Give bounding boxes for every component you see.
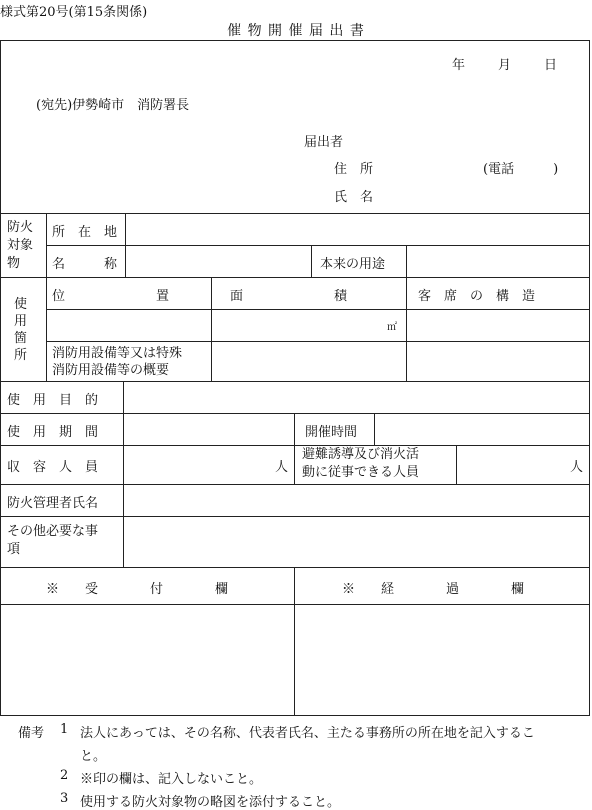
applicant-name-label: 氏 名 [334, 190, 374, 205]
location-label: 所 在 地 [52, 225, 118, 240]
evacuation-staff-label: 避難誘導及び消火活 動に従事できる人員 [302, 447, 420, 480]
progress-header: ※ 経 過 欄 [342, 582, 525, 597]
note-text: 使用する防火対象物の略図を添付すること。 [80, 795, 341, 810]
purpose-of-use-label: 使 用 目 的 [7, 393, 99, 408]
purpose-field[interactable] [407, 246, 589, 277]
evacuation-staff-unit: 人 [570, 460, 584, 475]
period-label: 使 用 期 間 [7, 425, 99, 440]
area-unit: ㎡ [387, 322, 397, 333]
note-text-continued: と。 [80, 749, 107, 764]
capacity-label: 収 容 人 員 [7, 460, 99, 475]
period-field[interactable] [124, 414, 294, 445]
applicant-address-label: 住 所 [334, 162, 374, 177]
rule [0, 567, 590, 568]
other-field[interactable] [124, 517, 589, 567]
applicant-label: 届出者 [304, 135, 344, 150]
day-label: 日 [544, 58, 558, 73]
hours-field[interactable] [375, 414, 589, 445]
equipment-field[interactable] [212, 342, 406, 381]
note-text: ※印の欄は、記入しないこと。 [80, 772, 263, 787]
position-field[interactable] [47, 310, 211, 341]
location-field[interactable] [126, 214, 589, 245]
name-label: 名 称 [52, 257, 118, 272]
rule [46, 213, 47, 381]
manager-label: 防火管理者氏名 [7, 496, 99, 511]
target-group-label: 防火 対象 物 [7, 220, 34, 271]
capacity-unit: 人 [275, 460, 289, 475]
note-number: 2 [60, 768, 69, 783]
applicant-phone-label: (電話 ) [483, 162, 559, 177]
form-number: 様式第20号(第15条関係) [0, 5, 148, 20]
year-label: 年 [452, 58, 466, 73]
usage-group-label: 使 用 箇 所 [14, 297, 28, 363]
hours-label: 開催時間 [305, 425, 358, 440]
seating-field[interactable] [407, 310, 589, 341]
reception-box [1, 605, 294, 715]
name-field[interactable] [126, 246, 311, 277]
position-header: 位 置 [52, 289, 170, 304]
purpose-of-use-field[interactable] [124, 382, 589, 413]
equipment-label: 消防用設備等又は特殊 消防用設備等の概要 [52, 346, 183, 378]
addressee: (宛先)伊勢崎市 消防署長 [36, 98, 190, 113]
progress-box [295, 605, 589, 715]
rule [0, 277, 590, 278]
area-header: 面 積 [230, 289, 348, 304]
document-title: 催 物 開 催 届 出 書 [227, 23, 365, 39]
notes-label: 備考 [18, 726, 45, 741]
purpose-label: 本来の用途 [320, 257, 386, 272]
note-number: 3 [60, 791, 69, 806]
area-field[interactable] [212, 310, 406, 341]
note-text: 法人にあっては、その名称、代表者氏名、主たる事務所の所在地を記入するこ [80, 726, 535, 741]
rule [294, 413, 295, 484]
capacity-field[interactable] [124, 446, 294, 484]
reception-header: ※ 受 付 欄 [46, 582, 229, 597]
other-label: その他必要な事 項 [7, 524, 99, 557]
manager-field[interactable] [124, 485, 589, 516]
seating-header: 客 席 の 構 造 [418, 289, 536, 304]
rule [311, 245, 312, 277]
note-number: 1 [60, 722, 69, 737]
month-label: 月 [498, 58, 512, 73]
